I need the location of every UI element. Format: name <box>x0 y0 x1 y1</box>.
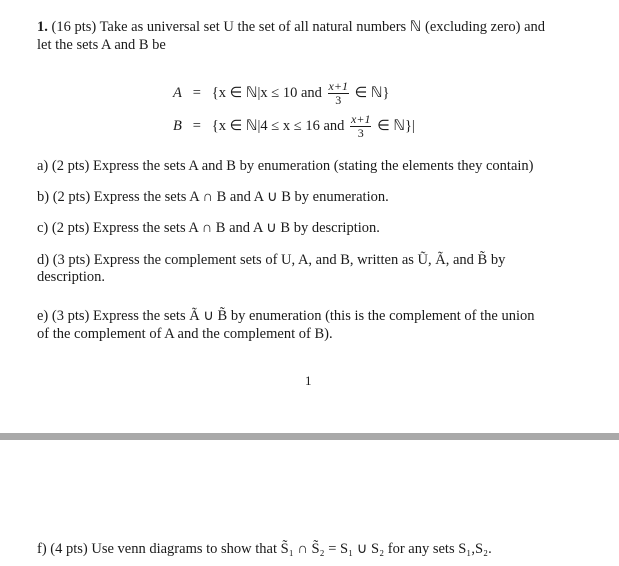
equation-b-lhs: B <box>173 117 182 134</box>
equation-a-denominator: 3 <box>335 93 342 107</box>
equation-a-set-close: ∈ ℕ} <box>354 84 390 101</box>
equation-a-numerator: x+1 <box>328 79 348 93</box>
equation-b-fraction <box>350 113 371 140</box>
part-a: a) (2 pts) Express the sets A and B by enumeration (stating the elements they contain) <box>37 158 534 174</box>
document-page-2 <box>0 440 619 566</box>
page-number: 1 <box>305 373 312 388</box>
problem-intro-line2: let the sets A and B be <box>37 37 166 53</box>
part-b: b) (2 pts) Express the sets A ∩ B and A ∪ B by enumeration. <box>37 189 389 205</box>
equation-b-set-open: {x ∈ ℕ|4 ≤ x ≤ 16 and <box>211 117 345 134</box>
equation-b-equals: = <box>192 117 201 134</box>
equation-a-fraction <box>328 80 349 107</box>
equation-b-numerator: x+1 <box>351 112 371 126</box>
problem-intro-line1 <box>37 18 545 36</box>
part-e-line1: e) (3 pts) Express the sets Ã ∪ B̃ by enumeration (this is the complement of the union <box>37 308 535 324</box>
part-c: c) (2 pts) Express the sets A ∩ B and A ∪ B by description. <box>37 220 380 236</box>
equation-a <box>173 80 389 107</box>
part-f: f) (4 pts) Use venn diagrams to show that S̃₁ ∩ S̃₂ = S₁ ∪ S₂ for any sets S₁,S₂. <box>37 541 492 557</box>
equation-a-equals: = <box>192 84 201 101</box>
problem-number: 1. <box>37 19 48 35</box>
equation-a-lhs: A <box>173 84 182 101</box>
equation-b <box>173 113 415 140</box>
equation-b-denominator: 3 <box>357 126 364 140</box>
part-d-line1: d) (3 pts) Express the complement sets of U, A, and B, written as Ũ, Ã, and B̃ by <box>37 252 506 268</box>
part-d-line2: description. <box>37 269 106 285</box>
problem-intro-text: (16 pts) Take as universal set U the set of all natural numbers ℕ (excluding zero) and <box>51 19 546 35</box>
equation-a-set-open: {x ∈ ℕ|x ≤ 10 and <box>211 84 322 101</box>
part-e-line2: of the complement of A and the complement of B). <box>37 326 333 342</box>
equation-b-set-close: ∈ ℕ}| <box>377 117 415 134</box>
page-separator <box>0 433 619 440</box>
